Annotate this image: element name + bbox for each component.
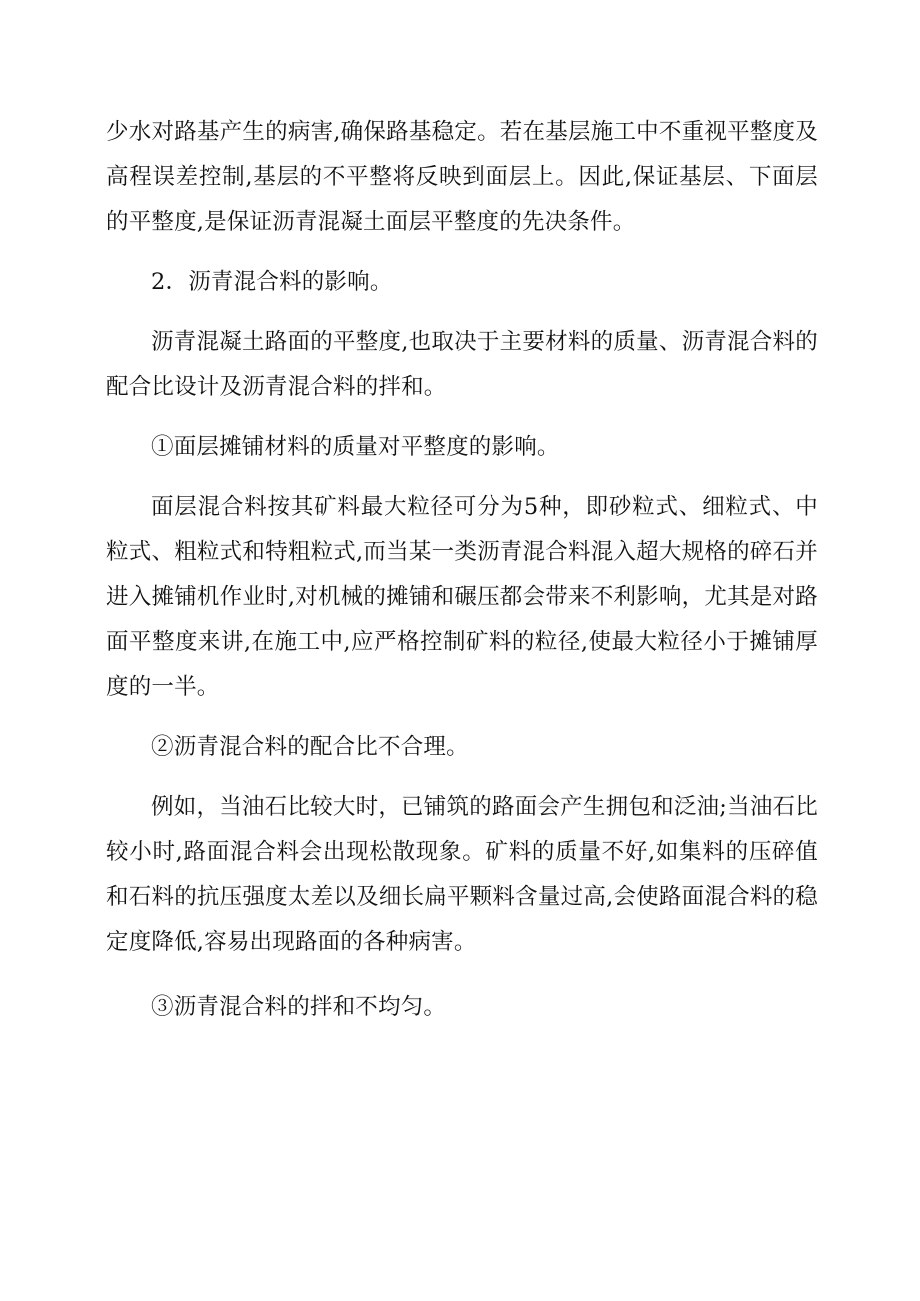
paragraph-mix-ratio: 例如，当油石比较大时，已铺筑的路面会产生拥包和泛油;当油石比较小时,路面混合料会出现松散现象。矿料的质量不好,如集料的压碎值和石料的抗压强度太差以及细长扁平颗料含量过高,会使路面混合料的稳定度降低,容易出现路面的各种病害。 bbox=[106, 794, 818, 955]
subheading-3: ③沥青混合料的拌和不均匀。 bbox=[151, 994, 447, 1020]
subheading-2: ②沥青混合料的配合比不合理。 bbox=[151, 734, 469, 760]
paragraph-continuation: 少水对路基产生的病害,确保路基稳定。若在基层施工中不重视平整度及高程误差控制,基层的不平整将反映到面层上。因此,保证基层、下面层的平整度,是保证沥青混凝土面层平整度的先决条件。 bbox=[106, 119, 818, 235]
document-body bbox=[106, 110, 818, 1045]
section-heading-asphalt-mix: 2．沥青混合料的影响。 bbox=[151, 269, 393, 295]
paragraph-material-quality: 沥青混凝土路面的平整度,也取决于主要材料的质量、沥青混合料的配合比设计及沥青混合料的拌和。 bbox=[106, 329, 818, 400]
paragraph-aggregate-size: 面层混合料按其矿料最大粒径可分为5种，即砂粒式、细粒式、中粒式、粗粒式和特粗粒式,而当某一类沥青混合料混入超大规格的碎石并进入摊铺机作业时,对机械的摊铺和碾压都会带来不利影响，尤其是对路面平整度来讲,在施工中,应严格控制矿料的粒径,使最大粒径小于摊铺厚度的一半。 bbox=[106, 494, 818, 700]
subheading-1: ①面层摊铺材料的质量对平整度的影响。 bbox=[151, 434, 560, 460]
